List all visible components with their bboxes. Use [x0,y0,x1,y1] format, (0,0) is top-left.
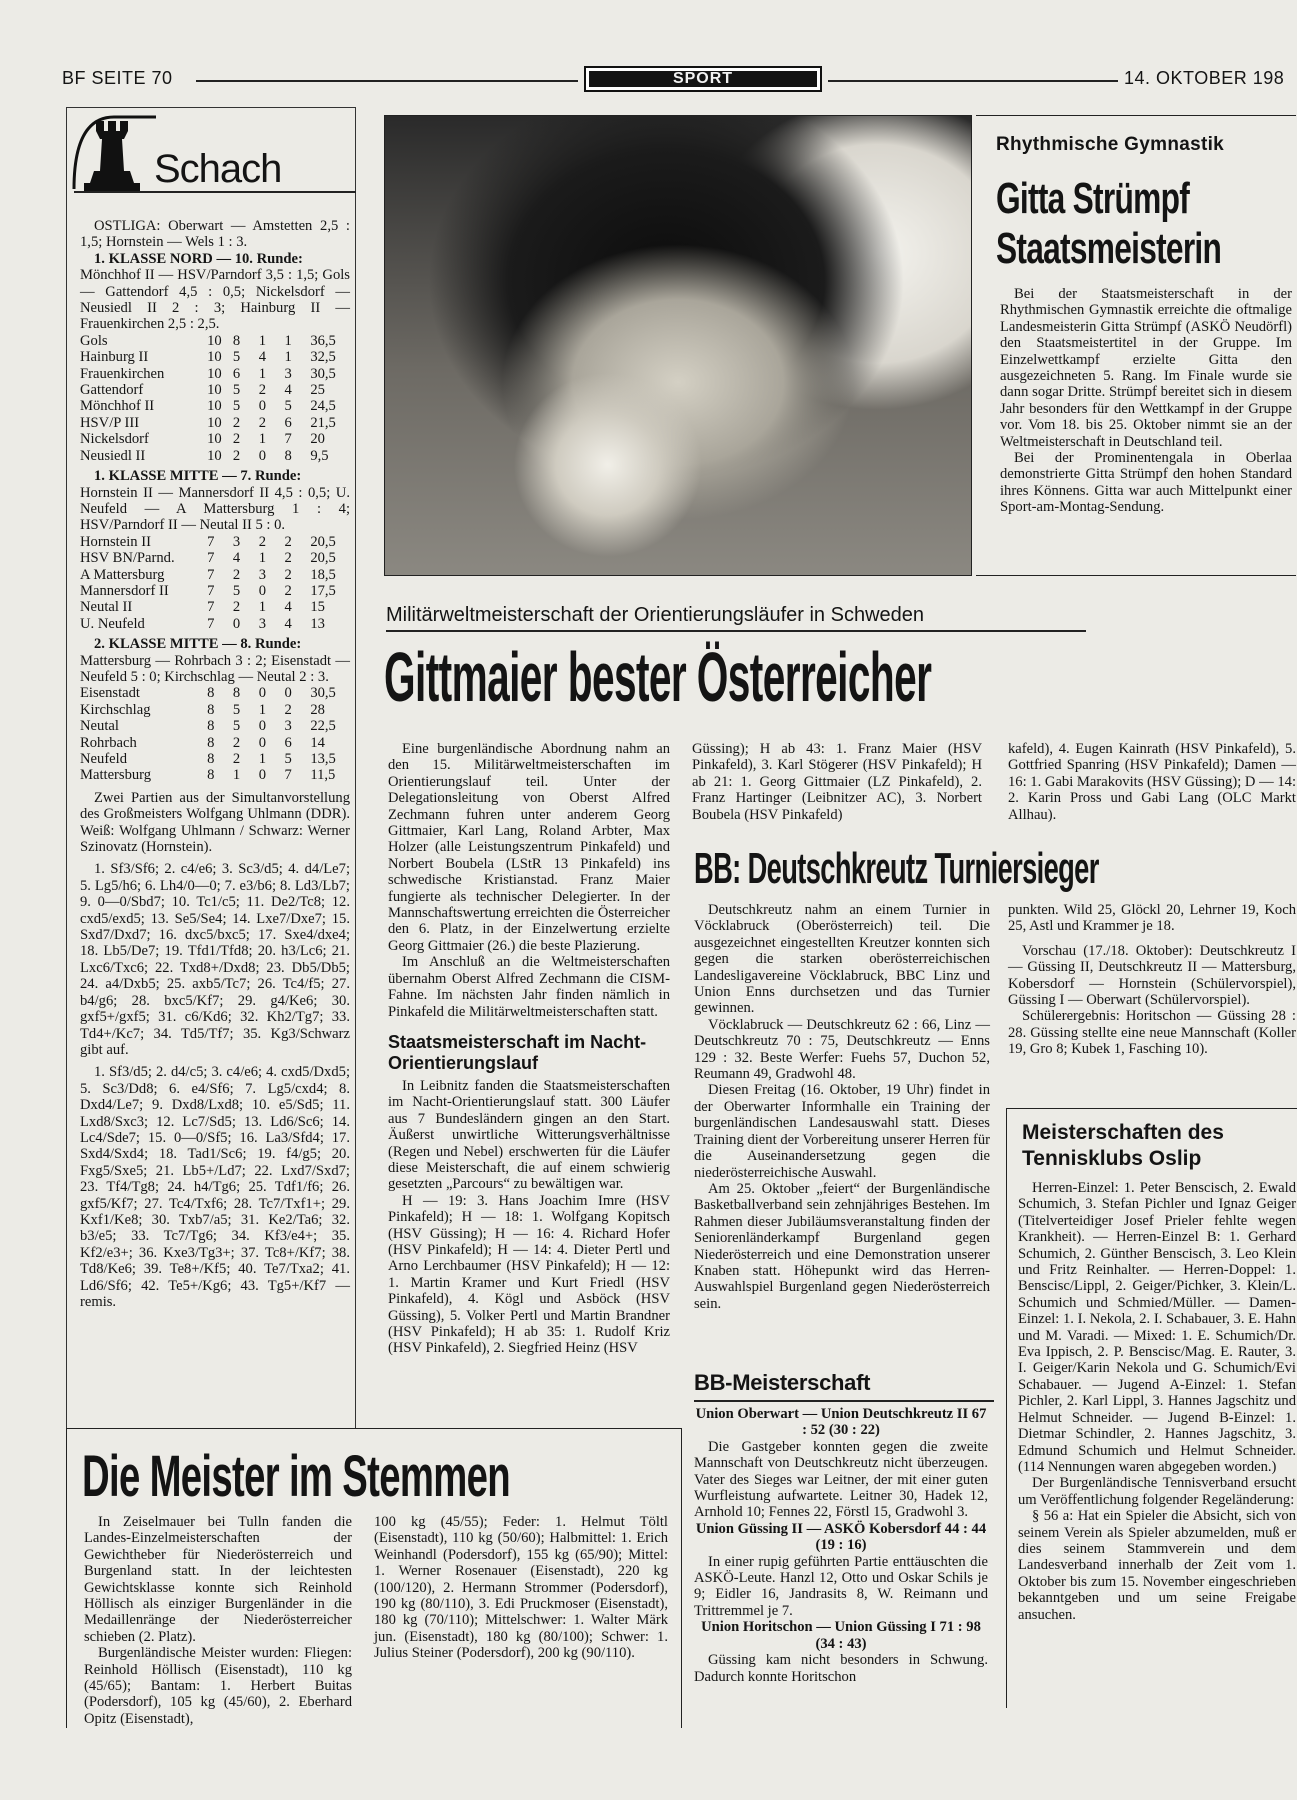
standings-row [80,718,350,734]
chess-game-1: 1. Sf3/Sf6; 2. c4/e6; 3. Sc3/d5; 4. d4/Le7; 5. Lg5/h6; 6. Lh4/0—0; 7. e3/b6; 8. Ld3/Lb7; 9. 0—0/Sbd7; 10. Tc1/c5; 11. De2/Tc8; 12. cxd5/exd5; 13. Se5/Se4; 14. Lxe7/Dxe7; 15. Sxd7/Dxd7; 16. dxc5/bxc5; 17. Sxe4/dxe4; 18. Lb5/De7; 19. Tfd1/Tfd8; 20. h3/Lc6; 21. Lxc6/Txc6; 22. Txd8+/Dxd8; 23. Db5/Db5; 24. a4/Dxb5; 25. axb5/Tc7; 26. Tc4/f5; 27. b4/g6; 28. bxc5/Kf7; 29. g4/Ke6; 30. gxf5+/gxf5; 31. c6/Kd6; 32. Kh2/Tg7; 33. Td4+/Kc7; 34. Td5/Tf7; 35. Kg3/Schwarz gibt auf. [80,861,350,1058]
tennis-title: Meisterschaften des Tennisklubs Oslip [1022,1121,1224,1170]
orient-kicker-rule [386,630,1086,632]
standings-value: 1 [284,332,292,349]
chess-mitte-head: 1. KLASSE MITTE — 7. Runde: [94,468,302,485]
header-rule-left [196,80,578,82]
orient-title: Gittmaier bester Österreicher [384,638,932,716]
standings-value: 2 [232,431,241,448]
orient-p2: Im Anschluß an die Weltmeisterschaften übernahm Oberst Alfred Zechmann die CISM-Fahne. Im nächsten Jahr finden nämlich in Pinkafeld die Militärweltmeisterschaften statt. [388,954,670,1020]
standings-value: 2 [258,533,266,550]
standings-value: 5 [232,398,241,415]
bb-col-1 [694,902,990,1312]
standings-value: 21,5 [310,414,336,431]
standings-row [80,382,350,398]
standings-value: 5 [232,718,241,735]
standings-row [80,567,350,583]
standings-team: Kirchschlag [80,701,151,718]
standings-value: 20,5 [310,550,336,567]
standings-team: Neutal II [80,599,133,616]
bb-r3: Schülerergebnis: Horitschon — Güssing 28 : 28. Güssing stellte eine neue Mannschaft (Koller 19, Gro 8; Kubek 1, Fasching 10). [1008,1008,1296,1058]
standings-value: 2 [258,382,266,399]
standings-value: 2 [232,566,241,583]
orient-p1: Eine burgenländische Abordnung nahm an den 15. Militärweltmeisterschaften im Orientierungslauf teil. Unter der Delegationsleitung von Oberst Alfred Zechmann fuhren unter anderem Georg Gittmaier, Karl Lang, Roland Arbter, Max Holzer (alle Leistungszentrum Pinkafeld) und Norbert Boubela (LStR 13 Pinkafeld) ins schwedische Kristianstad. Franz Maier fungierte als technischer Delegierter. In der Mannschaftswertung erreichten die Österreicher den 6. Platz, in der Einzelwertung erzielte Georg Gittmaier (26.) die beste Plazierung. [388,741,670,954]
standings-value: 25 [310,382,325,399]
standings-value: 3 [232,533,241,550]
standings-value: 30,5 [310,685,336,702]
standings-value: 10 [207,382,222,399]
bbm-p3: Güssing kam nicht besonders in Schwung. Dadurch konnte Horitschon [694,1652,988,1685]
standings-value: 2 [232,414,241,431]
orient-p4: H — 19: 3. Hans Joachim Imre (HSV Pinkafeld); H — 18: 1. Wolfgang Kopitsch (HSV Güssing); H — 16: 4. Richard Hofer (HSV Pinkafeld); H — 14: 4. Dieter Pertl und Arno Lerchbaumer (HSV Pinkafeld); H — 12: 1. Martin Kramer und Kurt Friedl (HSV Pinkafeld), 4. Kögl und Asböck (HSV Güssing), 5. Volker Pertl und Martin Brandner (HSV Pinkafeld); H ab 35: 1. Rudolf Kriz (HSV Pinkafeld), 2. Siegfried Heinz (HSV [388,1192,670,1357]
standings-team: Hainburg II [80,349,149,366]
stemmen-p1: In Zeiselmauer bei Tulln fanden die Landes-Einzelmeisterschaften der Gewichtheber für Niederösterreich und Burgenland statt. In der leichtesten Gewichtsklasse konnte sich Reinhold Höllisch als einziger Burgenländer in die Medaillenränge der Niederösterreicher schieben (2. Platz). [84,1514,352,1645]
standings-value: 8 [207,701,215,718]
bbm-game-1: Union Oberwart — Union Deutschkreutz II 67 : 52 (30 : 22) [695,1406,987,1439]
standings-row [80,751,350,767]
standings-value: 10 [207,349,222,366]
standings-value: 5 [284,751,292,767]
bb-p3: Diesen Freitag (16. Oktober, 19 Uhr) findet in der Oberwarter Informhalle ein Training der burgenländischen Landesauswahl statt. Dieses Training dient der Vorbereitung unserer Herren für die Auseinandersetzung gegen die niederösterreichische Auswahl. [694,1082,990,1181]
standings-value: 4 [284,615,292,632]
standings-row [80,448,350,464]
chess-game-2: 1. Sf3/d5; 2. d4/c5; 3. c4/e6; 4. cxd5/Dxd5; 5. Sc3/Dd8; 6. e4/Sf6; 7. Lg5/cxd4; 8. Dxd4/Le7; 9. Dxd8/Lxd8; 10. e5/Sd5; 11. Lxd8/Sxc3; 12. Lc7/Sd5; 13. Ld6/Sc6; 14. Lc4/Sde7; 15. 0—0/Sf5; 16. La3/Sfd4; 17. Sxd4/Sxd4; 18. Tad1/Sc6; 19. f4/g5; 20. Fxg5/Sxe5; 21. Lb5+/Ld7; 22. Lxd7/Sxd7; 23. Tf4/Tg8; 24. h4/Tg6; 25. Tdf1/f6; 26. gxf5/Kf7; 27. Tc4/Txf6; 28. Tc7/Txf1+; 29. Kxf1/Ke8; 30. Txb7/a5; 31. Ke2/Ta6; 32. b3/e5; 33. Tc7/Tg6; 34. Kf3/e4+; 35. Kf2/e3+; 36. Kxe3/Tg3+; 37. Tc8+/Kf7; 38. Td8/Ke6; 39. Te8+/Kf5; 40. Te7/Txa2; 41. Ld6/Sf6; 42. Te5+/Kg6; 43. Tg5+/Kf7 — remis. [80,1064,350,1310]
standings-row [80,616,350,632]
standings-value: 0 [258,718,266,735]
chess-nord-text: Mönchhof II — HSV/Parndorf 3,5 : 1,5; Gols — Gattendorf 4,5 : 0,5; Nickelsdorf — Neusiedl II 2 : 3; Hainburg II — Frauenkirchen 2,5 : 2,5. [80,267,350,333]
bbm-rule [694,1400,994,1402]
standings-value: 24,5 [310,398,336,415]
gym-paragraph-2: Bei der Prominentengala in Oberlaa demonstrierte Gitta Strümpf den hohen Standard ihres Könnens. Gitta war auch Mittelpunkt einer Sport-am-Montag-Sendung. [1000,450,1292,516]
standings-value: 3 [284,365,292,382]
standings-value: 2 [232,734,241,751]
standings-row [80,333,350,349]
standings-team: Mattersburg [80,767,152,784]
standings-team: Hornstein II [80,533,151,550]
standings-value: 7 [207,566,215,583]
chess-k2-table [80,685,350,783]
standings-row [80,534,350,550]
standings-team: Rohrbach [80,734,137,751]
page-number: BF SEITE 70 [62,68,173,88]
tennis-p1: Herren-Einzel: 1. Peter Benscisch, 2. Ewald Schumich, 3. Stefan Pichler und Ignaz Geiger (Titelverteidiger Josef Prieler fehlte wegen Krankheit). — Herren-Einzel B: 1. Gerhard Schumich, 2. Günther Benscisch, 3. Leo Klein und Fritz Reinhalter. — Herren-Doppel: 1. Benscisc/Lippl, 2. Geiger/Pichker, 3. Klein/L. Schumich und Schmied/Müller. — Damen-Einzel: 1. I. Nekola, 2. I. Schabauer, 3. E. Hahn und M. Varadi. — Mixed: 1. E. Schumich/Dr. Eva Ippisch, 2. P. Benscisc/Mag. E. Rauter, 3. I. Geiger/Karin Nekola und G. Schumich/Evi Schabauer. — Jugend A-Einzel: 1. Stefan Pichler, 2. Karl Lippl, 3. Hannes Jagschitz und Helmut Schneider. — Jugend B-Einzel: 1. Dietmar Schindler, 2. Hannes Jagschitz, 3. Edmund Schumich und Helmut Schneider. (114 Nennungen waren abgegeben worden.) [1018,1180,1296,1475]
standings-value: 5 [232,382,241,399]
stemmen-col-2 [374,1514,668,1662]
bb-p1: Deutschkreutz nahm an einem Turnier in Vöcklabruck (Oberösterreich) teil. Die ausgezeichnet eingestellten Kreutzer konnten sich gegen die starken oberösterreichischen Landesligavereine Vöcklabruck, BBC Linz und Union Enns durchsetzen und das Turnier gewinnen. [694,902,990,1017]
standings-value: 5 [232,582,241,599]
standings-value: 0 [258,734,266,751]
standings-value: 8 [207,685,215,702]
standings-value: 1 [258,431,266,448]
standings-row [80,398,350,414]
standings-value: 32,5 [310,349,336,366]
chess-logo-text: Schach [154,147,282,191]
standings-value: 8 [232,685,241,702]
standings-row [80,599,350,615]
standings-value: 8 [284,447,292,464]
standings-value: 1 [258,701,266,718]
standings-value: 8 [207,767,215,784]
standings-value: 1 [258,599,266,616]
standings-value: 5 [284,398,292,415]
standings-value: 0 [232,615,241,632]
standings-row [80,550,350,566]
standings-value: 2 [284,550,292,567]
standings-value: 3 [258,566,266,583]
standings-value: 10 [207,414,222,431]
tennis-p3: § 56 a: Hat ein Spieler die Absicht, sich von seinem Verein als Spieler abzumelden, muß er dies seinem Stammverein und dem Landesverband innerhalb der Zeit vom 1. Oktober bis zum 15. November eingeschrieben bekanntgeben und um seine Freigabe ansuchen. [1018,1508,1296,1623]
tennis-p2: Der Burgenländische Tennisverband ersucht um Veröffentlichung folgender Regeländerung: [1018,1475,1296,1508]
standings-row [80,767,350,783]
chess-nord-head: 1. KLASSE NORD — 10. Runde: [94,250,303,267]
standings-value: 6 [232,365,241,382]
standings-team: U. Neufeld [80,615,145,632]
standings-value: 10 [207,398,222,415]
chess-logo-underline [74,191,356,193]
gym-kicker: Rhythmische Gymnastik [996,134,1225,155]
standings-value: 22,5 [310,718,336,735]
standings-value: 10 [207,447,222,464]
bbm-title: BB-Meisterschaft [694,1370,871,1395]
standings-team: Eisenstadt [80,685,140,702]
standings-value: 2 [284,566,292,583]
standings-value: 7 [207,615,215,632]
standings-value: 7 [207,582,215,599]
chess-ostliga: OSTLIGA: Oberwart — Amstetten 2,5 : 1,5; Hornstein — Wels 1 : 3. [80,218,350,251]
standings-value: 8 [207,751,215,767]
standings-value: 1 [258,751,266,767]
standings-value: 9,5 [310,447,329,464]
orient-col-1 [388,741,670,1357]
bbm-game-3: Union Horitschon — Union Güssing I 71 : 98 (34 : 43) [701,1619,981,1652]
standings-value: 6 [284,734,292,751]
standings-value: 2 [232,447,241,464]
gym-text [1000,286,1292,516]
standings-value: 0 [258,767,266,784]
standings-value: 8 [207,718,215,735]
standings-team: Mannersdorf II [80,582,169,599]
orient-col-2 [692,741,982,823]
standings-value: 2 [284,701,292,718]
standings-value: 2 [284,582,292,599]
standings-value: 0 [258,685,266,702]
standings-row [80,583,350,599]
standings-row [80,415,350,431]
gym-paragraph-1: Bei der Staatsmeisterschaft in der Rhythmischen Gymnastik erreichte die oftmalige Landesmeisterin Gitta Strümpf (ASKÖ Neudörfl) den Staatsmeistertitel in der Gruppe. Im Einzelwettkampf erzielte Gitta den ausgezeichneten 5. Rang. Im Finale wurde sie dann sogar Dritte. Strümpf bereitet sich in diesem Jahr besonders für den Wettkampf in der Gruppe vor. Vom 18. bis 25. Oktober nimmt sie an der Weltmeisterschaft in Deutschland teil. [1000,286,1292,450]
standings-row [80,735,350,751]
standings-value: 14 [310,734,325,751]
standings-value: 3 [258,615,266,632]
standings-value: 1 [258,332,266,349]
standings-value: 8 [232,332,241,349]
standings-team: HSV/P III [80,414,140,431]
chess-text [80,218,350,1310]
standings-value: 10 [207,332,222,349]
standings-value: 17,5 [310,582,336,599]
standings-value: 2 [232,599,241,616]
standings-team: HSV BN/Parnd. [80,550,175,567]
chess-logo [70,111,362,199]
bbm-col [694,1406,988,1685]
standings-value: 7 [207,550,215,567]
chess-rook-icon [70,111,158,197]
chess-partien-intro: Zwei Partien aus der Simultanvorstellung des Großmeisters Wolfgang Uhlmann (DDR). Weiß: Wolfgang Uhlmann / Schwarz: Werner Szinovatz (Hornstein). [80,789,350,856]
standings-value: 18,5 [310,566,336,583]
chess-k2-head: 2. KLASSE MITTE — 8. Runde: [94,636,302,653]
section-label: SPORT [584,66,822,92]
standings-value: 7 [284,767,292,784]
standings-value: 28 [310,701,325,718]
bb-r1: punkten. Wild 25, Glöckl 20, Lehrner 19, Koch 25, Astl und Krammer je 18. [1008,902,1296,935]
bbm-p2: In einer rupig geführten Partie enttäuschten die ASKÖ-Leute. Hanzl 12, Otto und Oskar Schils je 9; Eidler 16, Jandrasits 8, W. Reimann und Trittremmel je 7. [694,1553,988,1619]
standings-value: 4 [232,550,241,567]
orient-col2-text: Güssing); H ab 43: 1. Franz Maier (HSV Pinkafeld), 3. Karl Stögerer (HSV Pinkafeld); H ab 21: 1. Georg Gittmaier (LZ Pinkafeld), 2. Franz Hartinger (Leibnitzer AC), 3. Norbert Boubela (HSV Pinkafeld) [692,741,982,823]
standings-value: 8 [207,734,215,751]
standings-value: 36,5 [310,332,336,349]
standings-value: 7 [207,599,215,616]
page-date: 14. OKTOBER 198 [1124,68,1285,88]
orient-col3-text: kafeld), 4. Eugen Kainrath (HSV Pinkafeld), 5. Gottfried Spanring (HSV Pinkafeld); Damen — 16: 1. Gabi Marakovits (HSV Güssing); D — 14: 2. Karin Pross und Gabi Lang (OLC Markt Allhau). [1008,741,1296,823]
standings-row [80,685,350,701]
gym-title-1: Gitta Strümpf [996,174,1190,223]
standings-value: 15 [310,599,325,616]
standings-value: 7 [284,431,292,448]
chess-nord-table [80,333,350,464]
bb-col-2 [1008,902,1296,1058]
standings-value: 10 [207,365,222,382]
standings-value: 11,5 [310,767,336,784]
standings-value: 20 [310,431,325,448]
standings-value: 2 [284,533,292,550]
standings-value: 13 [310,615,325,632]
stemmen-title: Die Meister im Stemmen [82,1444,510,1509]
standings-value: 4 [284,599,292,616]
standings-value: 5 [232,701,241,718]
bb-p2: Vöcklabruck — Deutschkreutz 62 : 66, Linz — Deutschkreutz 70 : 75, Deutschkreutz — Enns 129 : 32. Beste Werfer: Fuehs 57, Duchon 52, Reumann 49, Gradwohl 48. [694,1016,990,1083]
standings-value: 1 [232,767,241,784]
standings-team: Neusiedl II [80,447,146,464]
standings-value: 0 [258,398,266,415]
standings-row [80,349,350,365]
standings-team: Neufeld [80,751,128,767]
orient-sub: Staatsmeisterschaft im Nacht-Orientierungslauf [388,1031,647,1073]
standings-value: 1 [284,349,292,366]
standings-value: 3 [284,718,292,735]
stemmen-col-1 [84,1514,352,1727]
tennis-text [1018,1180,1296,1623]
bbm-p1: Die Gastgeber konnten gegen die zweite Mannschaft von Deutschkreutz nicht überzeugen. Vater des Sieges war Leitner, der mit einer guten Wurfleistung aufwartete. Leitner 30, Hadek 12, Arnhold 10; Fennes 22, Förstl 15, Gradwohl 3. [694,1438,988,1521]
standings-value: 5 [232,349,241,366]
standings-value: 7 [207,533,215,550]
standings-value: 4 [284,382,292,399]
standings-team: A Mattersburg [80,566,165,583]
standings-value: 20,5 [310,533,336,550]
standings-team: Mönchhof II [80,398,155,415]
standings-team: Gattendorf [80,382,144,399]
standings-row [80,702,350,718]
standings-team: Gols [80,332,108,349]
orient-kicker: Militärweltmeisterschaft der Orientierungsläufer in Schweden [386,604,925,626]
stemmen-p2: Burgenländische Meister wurden: Fliegen: Reinhold Höllisch (Eisenstadt), 110 kg (45/65); Bantam: 1. Herbert Buitas (Podersdorf), 105 kg (45/60), 2. Eberhard Opitz (Eisenstadt), [84,1645,352,1727]
standings-value: 4 [258,349,266,366]
standings-value: 0 [258,582,266,599]
athlete-photo [384,115,972,576]
bb-title: BB: Deutschkreutz Turniersieger [694,844,1099,893]
standings-team: Nickelsdorf [80,431,149,448]
orient-col-3 [1008,741,1296,823]
standings-value: 0 [284,685,292,702]
standings-value: 13,5 [310,751,336,767]
standings-team: Frauenkirchen [80,365,165,382]
chess-mitte-table [80,534,350,632]
chess-k2-text: Mattersburg — Rohrbach 3 : 2; Eisenstadt — Neufeld 5 : 0; Kirchschlag — Neutal 2 : 3. [80,652,350,685]
standings-row [80,366,350,382]
standings-value: 1 [258,365,266,382]
bb-r2: Vorschau (17./18. Oktober): Deutschkreutz I — Güssing II, Deutschkreutz II — Mattersburg, Kobersdorf — Hornstein (Schülervorspiel), Güssing I — Oberwart (Schülervorspiel). [1008,942,1296,1009]
standings-value: 0 [258,447,266,464]
standings-value: 10 [207,431,222,448]
standings-row [80,431,350,447]
chess-mitte-text: Hornstein II — Mannersdorf II 4,5 : 0,5; U. Neufeld — A Mattersburg 1 : 4; HSV/Parndorf II — Neutal II 5 : 0. [80,484,350,534]
bbm-game-2: Union Güssing II — ASKÖ Kobersdorf 44 : 44 (19 : 16) [695,1520,987,1554]
standings-value: 1 [258,550,266,567]
gym-title-2: Staatsmeisterin [996,224,1222,273]
standings-value: 2 [232,751,241,767]
orient-p3: In Leibnitz fanden die Staatsmeisterschaften im Nacht-Orientierungslauf statt. 300 Läufer aus 7 Bundesländern gingen an den Start. Äußerst unwirtliche Witterungsverhältnisse (Regen und Nebel) erschwerten für die Läufer diese Meisterschaft, die auf einem schwierig gesetzten „Parcours“ zu bewältigen war. [388,1077,670,1193]
bb-p4: Am 25. Oktober „feiert“ der Burgenländische Basketballverband sein zehnjähriges Bestehen. Im Rahmen dieser Jubiläumsveranstaltung finden der Seniorenländerkampf Burgenland gegen Niederösterreich und eine Demonstration unserer Knaben statt. Höhepunkt wird das Herren-Auswahlspiel Burgenland gegen Niederösterreich sein. [694,1180,990,1312]
header-rule-right [828,80,1118,82]
standings-value: 6 [284,414,292,431]
standings-value: 30,5 [310,365,336,382]
standings-value: 2 [258,414,266,431]
stemmen-p3: 100 kg (45/55); Feder: 1. Helmut Töltl (Eisenstadt), 110 kg (50/60); Halbmittel: 1. Erich Weinhandl (Podersdorf), 155 kg (65/90); Mittel: 1. Werner Rosenauer (Eisenstadt), 220 kg (100/120), 2. Hermann Strommer (Podersdorf), 190 kg (80/110), 3. Edi Pruckmoser (Eisenstadt), 180 kg (70/110); Mittelschwer: 1. Walter Märk jun. (Eisenstadt), 180 kg (80/100); Schwer: 1. Julius Steiner (Podersdorf), 200 kg (90/110). [374,1514,668,1662]
standings-team: Neutal [80,718,119,735]
